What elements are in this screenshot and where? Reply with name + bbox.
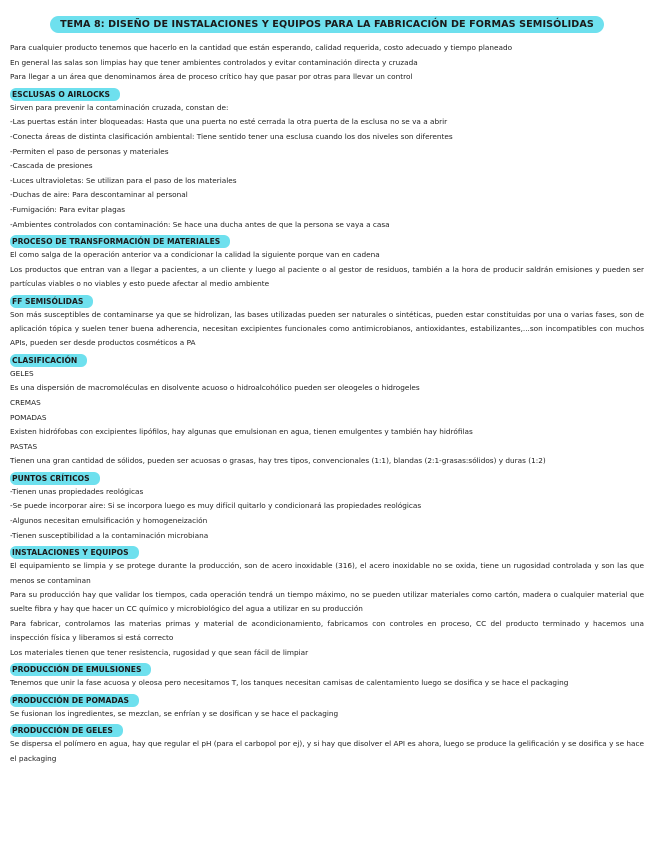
- title-row: [10, 12, 644, 33]
- puntos-criticos-line: -Algunos necesitan emulsificación y homogeneización: [10, 515, 208, 525]
- esclusas-line: -Ambientes controlados con contaminación: Se hace una ducha antes de que la persona se vaya a casa: [10, 219, 390, 229]
- esclusas-line: -Las puertas están inter bloqueadas: Hasta que una puerta no esté cerrada la otra puerta de la esclusa no se va a abrir: [10, 117, 448, 127]
- section-heading-geles: PRODUCCIÓN DE GELES: [10, 724, 123, 737]
- puntos-criticos-line: -Tienen unas propiedades reológicas: [10, 486, 144, 496]
- section-heading-emulsiones: PRODUCCIÓN DE EMULSIONES: [10, 663, 151, 676]
- esclusas-line: -Cascada de presiones: [10, 161, 93, 171]
- document-title: TEMA 8: DISEÑO DE INSTALACIONES Y EQUIPOS PARA LA FABRICACIÓN DE FORMAS SEMISÓLIDAS: [50, 16, 604, 33]
- clasificacion-paragraph: Tienen una gran cantidad de sólidos, pueden ser acuosas o grasas, hay tres tipos, convencionales (1:1), blandas (2:1-grasas:sólidos) y duras (1:2): [10, 456, 546, 466]
- instalaciones-paragraph: Para su producción hay que validar los tiempos, cada operación tendrá un tiempo máximo, no se pueden utilizar materiales como cartón, madera o cualquier material que suelte fibra y hay que hacer un CC químico y microbiológico del agua a utilizar en su producción: [10, 589, 644, 614]
- instalaciones-line: Los materiales tienen que tener resistencia, rugosidad y que sean fácil de limpiar: [10, 647, 309, 657]
- instalaciones-paragraph: El equipamiento se limpia y se protege durante la producción, son de acero inoxidable (316), el acero inoxidable no se oxida, tiene un rugosidad controlada y son las que menos se contaminan: [10, 561, 644, 585]
- intro-line-3: Para llegar a un área que denominamos área de proceso crítico hay que pasar por otras para llevar un control: [10, 72, 413, 82]
- esclusas-line: Sirven para prevenir la contaminación cruzada, constan de:: [10, 102, 229, 112]
- instalaciones-paragraph: Para fabricar, controlamos las materias primas y material de acondicionamiento, fabricamos con controles en proceso, CC del producto terminado y hacemos una inspección física y liberamos si está correcto: [10, 618, 644, 643]
- puntos-criticos-line: -Se puede incorporar aire: Si se incorpora luego es muy difícil quitarlo y condicionará las propiedades reológicas: [10, 501, 422, 511]
- esclusas-line: -Luces ultravioletas: Se utilizan para el paso de los materiales: [10, 175, 237, 185]
- section-heading-ff-semisolidas: FF SEMISÓLIDAS: [10, 295, 93, 308]
- esclusas-line: -Duchas de aire: Para descontaminar al personal: [10, 190, 188, 200]
- esclusas-line: -Permiten el paso de personas y materiales: [10, 146, 169, 156]
- clasificacion-line: PASTAS: [10, 441, 38, 451]
- clasificacion-line: Existen hidrófobas con excipientes lipófilos, hay algunas que emulsionan en agua, tienen emulgentes y también hay hidrófilas: [10, 427, 473, 437]
- clasificacion-line: POMADAS: [10, 412, 47, 422]
- pomadas-line: Se fusionan los ingredientes, se mezclan, se enfrían y se dosifican y se hace el packaging: [10, 708, 339, 718]
- intro-line-1: Para cualquier producto tenemos que hacerlo en la cantidad que están esperando, calidad requerida, costo adecuado y tiempo planeado: [10, 43, 513, 52]
- proceso-paragraph: Los productos que entran van a llegar a pacientes, a un cliente y luego al paciente o al gestor de residuos, también a la hora de producir saldrán emisiones y pueden ser partículas viables o no viables y esto puede afectar al medio ambiente: [10, 264, 644, 289]
- proceso-line: El como salga de la operación anterior va a condicionar la calidad la siguiente porque van en cadena: [10, 250, 380, 260]
- geles-paragraph: Se dispersa el polímero en agua, hay que regular el pH (para el carbopol por ej), y si hay que disolver el API es ahora, luego se produce la gelificación y se dosifica y se hace el packaging: [10, 739, 644, 763]
- esclusas-line: -Fumigación: Para evitar plagas: [10, 204, 126, 214]
- ff-semisolidas-paragraph: Son más susceptibles de contaminarse ya que se hidrolizan, las bases utilizadas pueden ser naturales o sintéticas, pueden estar constituidas por una o varias fases, son de aplicación tópica y suelen tener buena adherencia, necesitan excipientes funcionales como antimicrobianos, antioxidantes, estabilizantes,...son incompatibles con muchos APIs, pueden ser desde productos cosméticos a PA: [10, 309, 644, 348]
- intro-line-2: En general las salas son limpias hay que tener ambientes controlados y evitar contaminación directa y cruzada: [10, 57, 418, 67]
- esclusas-line: -Conecta áreas de distinta clasificación ambiental: Tiene sentido tener una esclusa cuando los dos niveles son diferentes: [10, 131, 453, 141]
- clasificacion-line: Es una dispersión de macromoléculas en disolvente acuoso o hidroalcohólico pueden ser oleogeles o hidrogeles: [10, 383, 420, 393]
- emulsiones-paragraph: Tenemos que unir la fase acuosa y oleosa pero necesitamos T, los tanques necesitan camisas de calentamiento luego se dosifica y se hace el packaging: [10, 678, 569, 688]
- clasificacion-line: GELES: [10, 368, 34, 378]
- section-heading-clasificacion: CLASIFICACIÓN: [10, 354, 87, 367]
- section-heading-instalaciones: INSTALACIONES Y EQUIPOS: [10, 546, 139, 559]
- clasificacion-line: CREMAS: [10, 397, 41, 407]
- section-heading-pomadas: PRODUCCIÓN DE POMADAS: [10, 694, 139, 707]
- section-heading-puntos-criticos: PUNTOS CRÍTICOS: [10, 472, 100, 485]
- section-heading-esclusas: ESCLUSAS O AIRLOCKS: [10, 88, 120, 101]
- section-heading-proceso: PROCESO DE TRANSFORMACIÓN DE MATERIALES: [10, 235, 230, 248]
- puntos-criticos-line: -Tienen susceptibilidad a la contaminación microbiana: [10, 530, 209, 540]
